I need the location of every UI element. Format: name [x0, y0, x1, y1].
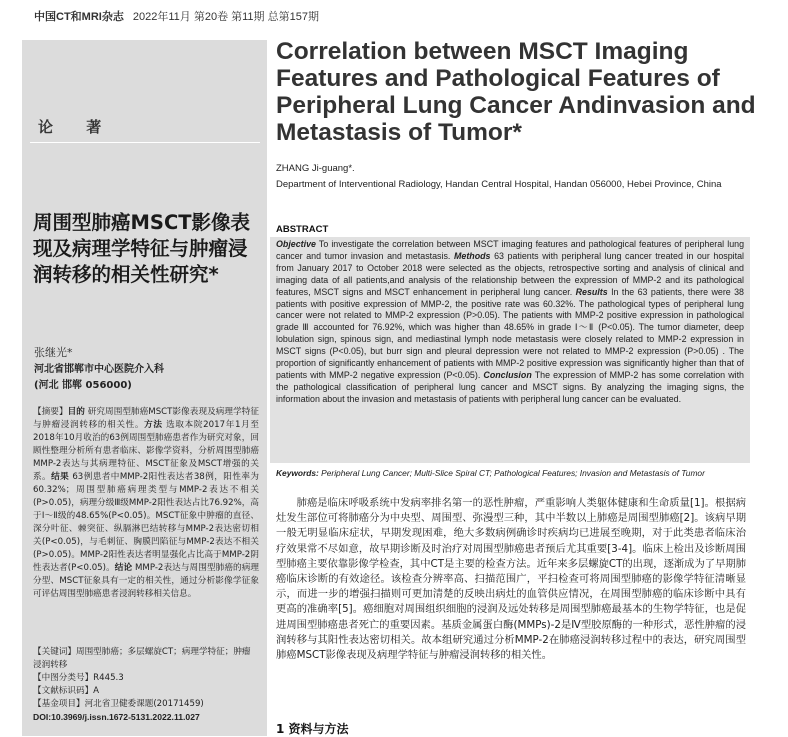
- abstract-heading: ABSTRACT: [276, 224, 329, 235]
- chinese-affiliation-address: (河北 邯郸 056000): [34, 380, 132, 391]
- result-label: 结果: [51, 472, 70, 482]
- objective-label: 目的: [67, 407, 85, 417]
- english-affiliation: Department of Interventional Radiology, Handan Central Hospital, Handan 056000, Hebei Province, China: [276, 179, 722, 190]
- results-label-en: Results: [575, 286, 608, 297]
- objective-label-en: Objective: [276, 239, 316, 249]
- keywords-en-text: Peripheral Lung Cancer; Multi-Slice Spiral CT; Pathological Features; Invasion and Metastasis of Tumor: [318, 468, 705, 478]
- english-keywords: [276, 468, 746, 478]
- conclusion-label-en: Conclusion: [483, 369, 532, 380]
- keywords-cn-label: 【关键词】: [33, 647, 76, 657]
- running-header: [34, 8, 319, 24]
- english-title: Correlation between MSCT Imaging Features and Pathological Features of Peripheral Lung Cancer Andinvasion and Metastasis of Tumor*: [276, 38, 756, 146]
- journal-name: 中国CT和MRI杂志: [34, 11, 124, 23]
- method-label: 方法: [144, 420, 163, 430]
- section-heading: 1 资料与方法: [276, 722, 349, 736]
- result-text: 63例患者中MMP-2阳性表达者38例，阳性率为60.32%；周围型肺癌病理类型与MMP-2表达不相关(P>0.05)，病理分级Ⅲ级MMP-2阳性表达占比76.92%，高于Ⅰ～Ⅱ级的48.65%(P<0.05)。MSCT征象中肿瘤的直径、深分叶征、棘突征、纵膈淋巴结转移与MMP-2表达密切相关(P<0.05)，与毛刺征、胸膜凹陷征与MMP-2表达不相关(P>0.05)。MMP-2阳性表达者明显强化占比高于MMP-2阴性表达者(P<0.05)。: [33, 472, 259, 573]
- keywords-en-label: Keywords:: [276, 468, 319, 478]
- article-metadata: [33, 646, 259, 724]
- objective-text: 研究周围型肺癌MSCT影像表现及病理学特征与肿瘤浸润转移的相关性。: [33, 407, 259, 430]
- doi: DOI:10.3969/j.issn.1672-5131.2022.11.027: [33, 712, 200, 722]
- keywords-cn-text: 周围型肺癌；多层螺旋CT；病理学特征；肿瘤浸润转移: [33, 647, 251, 670]
- chinese-affiliation: 河北省邯郸市中心医院介入科: [34, 364, 164, 375]
- body-text: [276, 496, 746, 663]
- results-text-en: In the 63 patients, there were 38 patients with positive expression of MMP-2, the positive rate was 60.32%. The pathological types of peripheral lung cancer were not related to MMP-2 expression (P>0.05). The patients with MMP-2 positive expression in pathological grade Ⅲ accounted for 76.92%, which was higher than 48.65% in grade Ⅰ～Ⅱ (P<0.05). The tumor diameter, deep lobulation sign, spinous sign, and mediastinal lymph node metastasis were closely related to MMP-2 expression in MSCT signs (P<0.05), but burr sign and pleural depression were not related to MMP-2 expression (P>0.05) . The proportion of significantly enhancement of patients with MMP-2 positive expression was significantly higher than that of patients with MMP-2 negative expression (P<0.05).: [276, 286, 744, 380]
- chinese-abstract: [33, 406, 259, 601]
- english-author: ZHANG Ji-guang*.: [276, 163, 355, 174]
- english-abstract: [276, 239, 744, 406]
- methods-text-en: 63 patients with peripheral lung cancer treated in our hospital from January 2017 to October 2018 were selected as the objects, retrospective sorting and analysis of clinical and imaging data of all patients,and analysis of the relationship between the expression of MMP-2 and its pathological features, MSCT signs and MSCT enhancement in peripheral lung cancer.: [276, 250, 745, 297]
- divider: [30, 142, 260, 143]
- clc-number: 【中图分类号】R445.3: [33, 673, 124, 683]
- methods-label-en: Methods: [453, 250, 491, 261]
- conclusion-text: MMP-2表达与周围型肺癌的病理分型、MSCT征象具有一定的相关性，通过分析影像学征象可评估周围型肺癌患者浸润转移相关信息。: [33, 563, 259, 599]
- chinese-title: 周围型肺癌MSCT影像表现及病理学特征与肿瘤浸润转移的相关性研究*: [33, 211, 251, 286]
- method-text: 选取本院2017年1月至2018年10月收治的63例周围型肺癌患者作为研究对象，回顾性整理分析所有患者临床、影像学资料，分析周围型肺癌MMP-2表达与其病理特征、MSCT征象及MSCT增强的关系。: [33, 420, 259, 482]
- article-category: 论 著: [38, 118, 116, 136]
- conclusion-label: 结论: [114, 563, 133, 573]
- abstract-head-label: 【摘要】: [33, 407, 68, 417]
- body-paragraph: 肺癌是临床呼吸系统中发病率排名第一的恶性肿瘤，严重影响人类躯体健康和生命质量[1]。根据病灶发生部位可将肺癌分为中央型、周围型、弥漫型三种，其中半数以上肺癌是周围型肺癌[2]。该病早期一般无明显临床症状，早期发现困难，绝大多数病例确诊时疾病均已进展至晚期，对于此类患者临床治疗效果常不尽如意，故早期诊断及时治疗对周围型肺癌患者预后尤其重要[3-4]。临床上检出及诊断周围型肺癌主要依靠影像学检查，其中CT是主要的检查方法。近年来多层螺旋CT的出现，逐渐成为了早期肺癌临床诊断的有效途径。该检查分辨率高、扫描范围广，平扫检查可将周围型肺癌的影像学特征清晰显示，而进一步的增强扫描则可更加清楚的反映出病灶的血管供应情况，在周围型肺癌的临床诊断中具有更高的准确率[5]。癌细胞对周围组织细胞的浸润及远处转移是周围型肺癌最基本的生物学特征，也是促进周围型肺癌患者死亡的重要因素。基质金属蛋白酶(MMPs)-2是Ⅳ型胶原酶的一种形式，恶性肿瘤的浸润转移与其阳性表达密切相关。故本组研究通过分析MMP-2在肺癌浸润转移过程中的表达，研究周围型肺癌MSCT影像表现及病理学特征与肿瘤浸润转移的相关性。: [276, 497, 746, 662]
- objective-text-en: To investigate the correlation between MSCT imaging features and pathological features of peripheral lung cancer and tumor invasion and metastasis.: [276, 239, 744, 261]
- fund-project: 【基金项目】河北省卫健委课题(20171459): [33, 699, 204, 709]
- conclusion-text-en: The expression of MMP-2 has some correlation with the pathological classification of peripheral lung cancer and MSCT signs. By analyzing the imaging signs, the information about the invasion and metastasis of patients with peripheral lung cancer can be evaluated.: [276, 369, 744, 404]
- keywords-cn: [33, 646, 259, 672]
- issue-info: 2022年11月 第20卷 第11期 总第157期: [132, 11, 319, 23]
- document-code: 【文献标识码】A: [33, 686, 100, 696]
- chinese-author: 张继光*: [34, 346, 73, 359]
